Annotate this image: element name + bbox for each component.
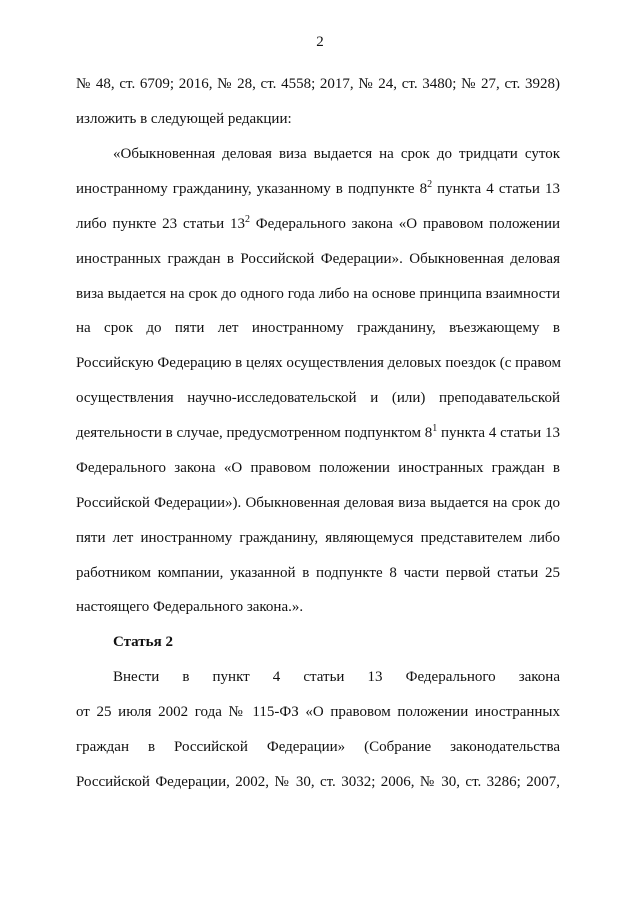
superscript: 2 <box>427 179 433 190</box>
text-segment: Статья 2 <box>113 634 173 650</box>
text-segment: изложить в следующей редакции: <box>76 111 292 127</box>
text-line <box>76 249 560 269</box>
text-segment: деятельности в случае, предусмотренном подпунктом 8 <box>76 425 433 441</box>
text-segment: № 48, ст. 6709; 2016, № 28, ст. 4558; 2017, № 24, ст. 3480; № 27, ст. 3928) <box>76 76 560 92</box>
superscript: 1 <box>432 423 438 434</box>
text-segment: Российской Федерации»). Обыкновенная деловая виза выдается на срок до <box>76 495 560 511</box>
page-number: 2 <box>316 34 324 50</box>
text-segment: пяти лет иностранному гражданину, являющемуся представителем либо <box>76 530 560 546</box>
text-line <box>76 179 560 199</box>
text-segment: Федерального закона «О правовом положении иностранных граждан в <box>76 460 560 476</box>
text-line <box>76 493 560 513</box>
text-segment: «Обыкновенная деловая виза выдается на срок до тридцати суток <box>113 146 560 162</box>
text-segment: иностранному гражданину, указанному в подпункте 8 <box>76 181 428 197</box>
text-line <box>113 667 560 687</box>
text-line <box>76 74 560 94</box>
text-line <box>76 702 560 722</box>
text-line <box>76 284 560 304</box>
text-line <box>76 737 560 757</box>
text-segment: Федерального закона «О правовом положении <box>249 216 560 232</box>
text-segment: пункта 4 статьи 13 <box>432 181 560 197</box>
text-line <box>76 528 560 548</box>
text-segment: Российскую Федерацию в целях осуществления деловых поездок (с правом <box>76 355 562 371</box>
text-segment: настоящего Федерального закона.». <box>76 599 304 615</box>
text-line <box>113 144 560 164</box>
text-segment: осуществления научно-исследовательской и (или) преподавательской <box>76 390 560 406</box>
text-segment: на срок до пяти лет иностранному гражданину, въезжающему в <box>76 320 560 336</box>
text-line <box>76 458 560 478</box>
text-segment: Российской Федерации, 2002, № 30, ст. 3032; 2006, № 30, ст. 3286; 2007, <box>76 774 560 790</box>
text-line <box>76 597 560 617</box>
text-segment: от 25 июля 2002 года № 115-ФЗ «О правовом положении иностранных <box>76 704 560 720</box>
superscript: 2 <box>244 214 250 225</box>
text-segment: Внести в пункт 4 статьи 13 Федерального закона <box>113 669 560 685</box>
text-segment: пункта 4 статьи 13 <box>437 425 560 441</box>
text-line <box>76 772 560 792</box>
text-segment: граждан в Российской Федерации» (Собрание законодательства <box>76 739 560 755</box>
text-line <box>76 318 560 338</box>
text-line <box>76 214 560 234</box>
text-line <box>76 388 560 408</box>
article-heading <box>113 632 560 652</box>
text-segment: виза выдается на срок до одного года либо на основе принципа взаимности <box>76 286 560 302</box>
text-line <box>76 423 560 443</box>
text-line <box>76 109 560 129</box>
text-segment: работником компании, указанной в подпункте 8 части первой статьи 25 <box>76 565 560 581</box>
text-line <box>76 353 560 373</box>
text-line <box>76 563 560 583</box>
text-segment: либо пункте 23 статьи 13 <box>76 216 245 232</box>
text-segment: иностранных граждан в Российской Федерации». Обыкновенная деловая <box>76 251 560 267</box>
